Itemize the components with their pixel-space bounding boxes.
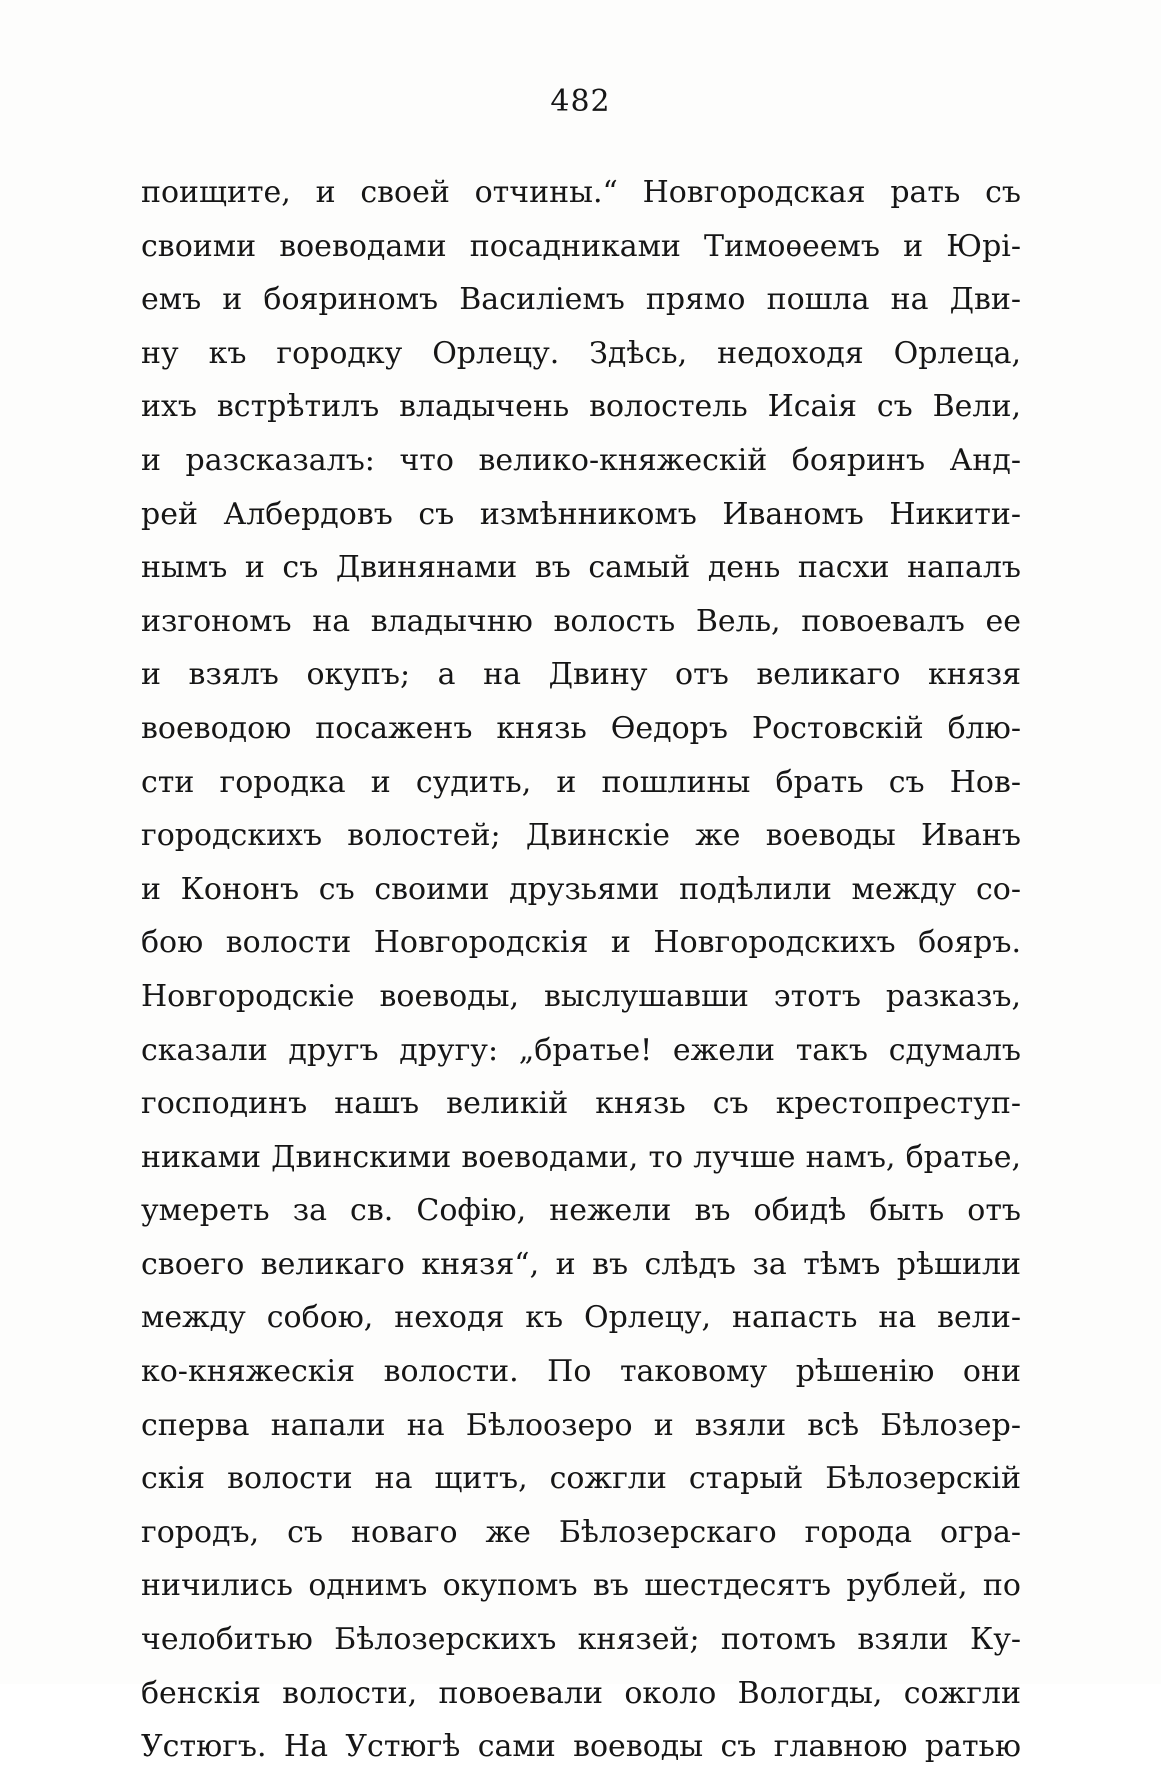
text-line: между собою, неходя къ Орлецу, напасть на вели- bbox=[141, 1300, 1021, 1336]
text-line: ко-княжескія волости. По таковому рѣшенію они bbox=[141, 1354, 1021, 1390]
text-line: бенскія волости, повоевали около Вологды, сожгли bbox=[141, 1675, 1021, 1711]
page-number: 482 bbox=[550, 84, 611, 119]
text-line: умереть за св. Софію, нежели въ обидѣ быть отъ bbox=[141, 1193, 1021, 1229]
text-line: и разсказалъ: что велико-княжескій бояринъ Анд- bbox=[141, 442, 1021, 478]
text-line: Устюгъ. На Устюгѣ сами воеводы съ главною ратью bbox=[141, 1729, 1021, 1765]
text-line: воеводою посаженъ князь Ѳедоръ Ростовскій блю- bbox=[141, 710, 1021, 746]
body-text bbox=[141, 166, 1021, 1774]
text-line: господинъ нашъ великій князь съ крестопреступ- bbox=[141, 1086, 1021, 1122]
text-line: городъ, съ новаго же Бѣлозерскаго города огра- bbox=[141, 1514, 1021, 1550]
text-line: и взялъ окупъ; а на Двину отъ великаго князя bbox=[141, 657, 1021, 693]
text-line: рей Албердовъ съ измѣнникомъ Иваномъ Никити- bbox=[141, 496, 1021, 532]
text-line: никами Двинскими воеводами, то лучше намъ, братье, bbox=[141, 1139, 1021, 1175]
text-line: изгономъ на владычню волость Вель, повоевалъ ее bbox=[141, 603, 1021, 639]
text-line: поищите, и своей отчины.“ Новгородская рать съ bbox=[141, 175, 1021, 210]
text-line: емъ и бояриномъ Василіемъ прямо пошла на Дви- bbox=[141, 282, 1021, 318]
text-line: Новгородскіе воеводы, выслушавши этотъ разказъ, bbox=[141, 978, 1021, 1014]
text-line: сперва напали на Бѣлоозеро и взяли всѣ Бѣлозер- bbox=[141, 1407, 1021, 1443]
text-line: челобитью Бѣлозерскихъ князей; потомъ взяли Ку- bbox=[141, 1622, 1021, 1658]
text-line: сти городка и судить, и пошлины брать съ Нов- bbox=[141, 764, 1021, 800]
text-line: и Кононъ съ своими друзьями подѣлили между со- bbox=[141, 871, 1021, 907]
text-line: своего великаго князя“, и въ слѣдъ за тѣмъ рѣшили bbox=[141, 1246, 1021, 1282]
text-line: городскихъ волостей; Двинскіе же воеводы Иванъ bbox=[141, 818, 1021, 854]
text-line: ничились однимъ окупомъ въ шестдесятъ рублей, по bbox=[141, 1568, 1021, 1604]
text-line: своими воеводами посадниками Тимоѳеемъ и Юрі- bbox=[141, 228, 1021, 264]
text-line: бою волости Новгородскія и Новгородскихъ бояръ. bbox=[141, 925, 1021, 961]
text-line: скія волости на щитъ, сожгли старый Бѣлозерскій bbox=[141, 1461, 1021, 1497]
text-line: ихъ встрѣтилъ владычень волостель Исаія съ Вели, bbox=[141, 389, 1021, 425]
text-line: ну къ городку Орлецу. Здѣсь, недоходя Орлеца, bbox=[141, 335, 1021, 371]
text-line: нымъ и съ Двинянами въ самый день пасхи напалъ bbox=[141, 550, 1021, 586]
text-line: сказали другъ другу: „братье! ежели такъ сдумалъ bbox=[141, 1032, 1021, 1068]
